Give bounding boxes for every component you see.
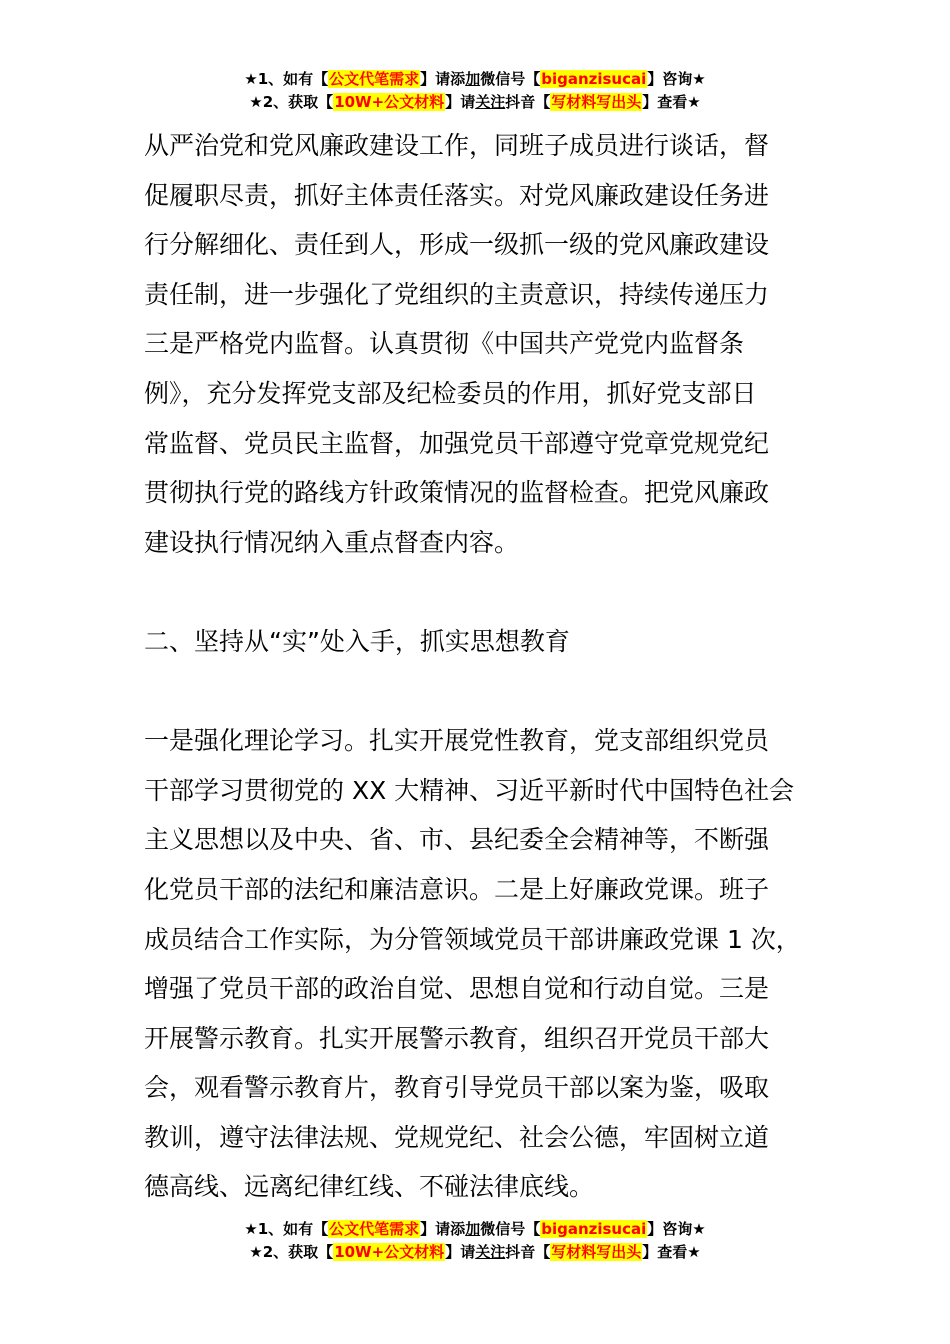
- section-heading: 二、坚持从“实”处入手，抓实思想教育: [144, 626, 570, 656]
- banner-text: 微信号【: [480, 70, 541, 88]
- banner-underlined-text: 关注: [475, 1243, 506, 1261]
- banner-text: 】请: [445, 93, 476, 111]
- banner-line-2: [0, 1241, 950, 1264]
- body-line: 化党员干部的法纪和廉洁意识。二是上好廉政党课。班子: [144, 874, 770, 904]
- paragraph-gap: [144, 667, 812, 717]
- body-line: 三是严格党内监督。认真贯彻《中国共产党党内监督条: [144, 329, 745, 359]
- banner-text: ★2、获取【: [249, 93, 334, 111]
- highlight-materials: 10W+公文材料: [334, 93, 445, 111]
- banner-text: 】咨询★: [647, 1220, 706, 1238]
- banner-text: 】查看★: [642, 1243, 701, 1261]
- body-line: 干部学习贯彻党的 XX 大精神、习近平新时代中国特色社会: [144, 775, 795, 805]
- banner-underlined-text: 加: [465, 70, 481, 88]
- paragraph-gap: [144, 567, 812, 617]
- highlight-materials: 10W+公文材料: [334, 1243, 445, 1261]
- body-line: 主义思想以及中央、省、市、县纪委全会精神等，不断强: [144, 825, 770, 855]
- banner-text: ★1、如有【: [244, 1220, 329, 1238]
- body-line: 德高线、远离纪律红线、不碰法律底线。: [144, 1172, 595, 1202]
- highlight-wechat-id: biganzisucai: [541, 70, 647, 88]
- banner-underlined-text: 加: [465, 1220, 481, 1238]
- highlight-writing-service: 公文代笔需求: [329, 70, 420, 88]
- body-line: 例》，充分发挥党支部及纪检委员的作用，抓好党支部日: [144, 378, 757, 408]
- banner-text: 】请添: [420, 70, 466, 88]
- top-banner: [0, 68, 950, 114]
- banner-text: ★1、如有【: [244, 70, 329, 88]
- body-line: 行分解细化、责任到人，形成一级抓一级的党风廉政建设: [144, 230, 770, 260]
- body-line: 开展警示教育。扎实开展警示教育，组织召开党员干部大: [144, 1023, 770, 1053]
- banner-line-2: [0, 91, 950, 114]
- body-line: 会，观看警示教育片，教育引导党员干部以案为鉴，吸取: [144, 1073, 770, 1103]
- banner-underlined-text: 关注: [475, 93, 506, 111]
- body-line: 常监督、党员民主监督，加强党员干部遵守党章党规党纪: [144, 428, 770, 458]
- body-line: 成员结合工作实际，为分管领域党员干部讲廉政党课 1 次，: [144, 924, 801, 954]
- banner-line-1: [0, 1218, 950, 1241]
- body-line: 促履职尽责，抓好主体责任落实。对党风廉政建设任务进: [144, 180, 770, 210]
- body-line: 教训，遵守法律法规、党规党纪、社会公德，牢固树立道: [144, 1122, 770, 1152]
- highlight-douyin-account: 写材料写出头: [551, 1243, 642, 1261]
- banner-line-1: [0, 68, 950, 91]
- highlight-douyin-account: 写材料写出头: [551, 93, 642, 111]
- body-line: 责任制，进一步强化了党组织的主责意识，持续传递压力: [144, 279, 770, 309]
- body-line: 从严治党和党风廉政建设工作，同班子成员进行谈话，督: [144, 131, 770, 160]
- banner-text: 】请: [445, 1243, 476, 1261]
- banner-text: 抖音【: [505, 93, 551, 111]
- document-body: [144, 121, 812, 1212]
- banner-text: ★2、获取【: [249, 1243, 334, 1261]
- banner-text: 抖音【: [505, 1243, 551, 1261]
- banner-text: 微信号【: [480, 1220, 541, 1238]
- banner-text: 】咨询★: [647, 70, 706, 88]
- highlight-wechat-id: biganzisucai: [541, 1220, 647, 1238]
- body-line: 贯彻执行党的路线方针政策情况的监督检查。把党风廉政: [144, 478, 770, 508]
- body-line: 建设执行情况纳入重点督查内容。: [144, 527, 520, 557]
- body-line: 一是强化理论学习。扎实开展党性教育，党支部组织党员: [144, 726, 770, 756]
- bottom-banner: [0, 1218, 950, 1264]
- body-line: 增强了党员干部的政治自觉、思想自觉和行动自觉。三是: [144, 974, 770, 1004]
- banner-text: 】请添: [420, 1220, 466, 1238]
- banner-text: 】查看★: [642, 93, 701, 111]
- highlight-writing-service: 公文代笔需求: [329, 1220, 420, 1238]
